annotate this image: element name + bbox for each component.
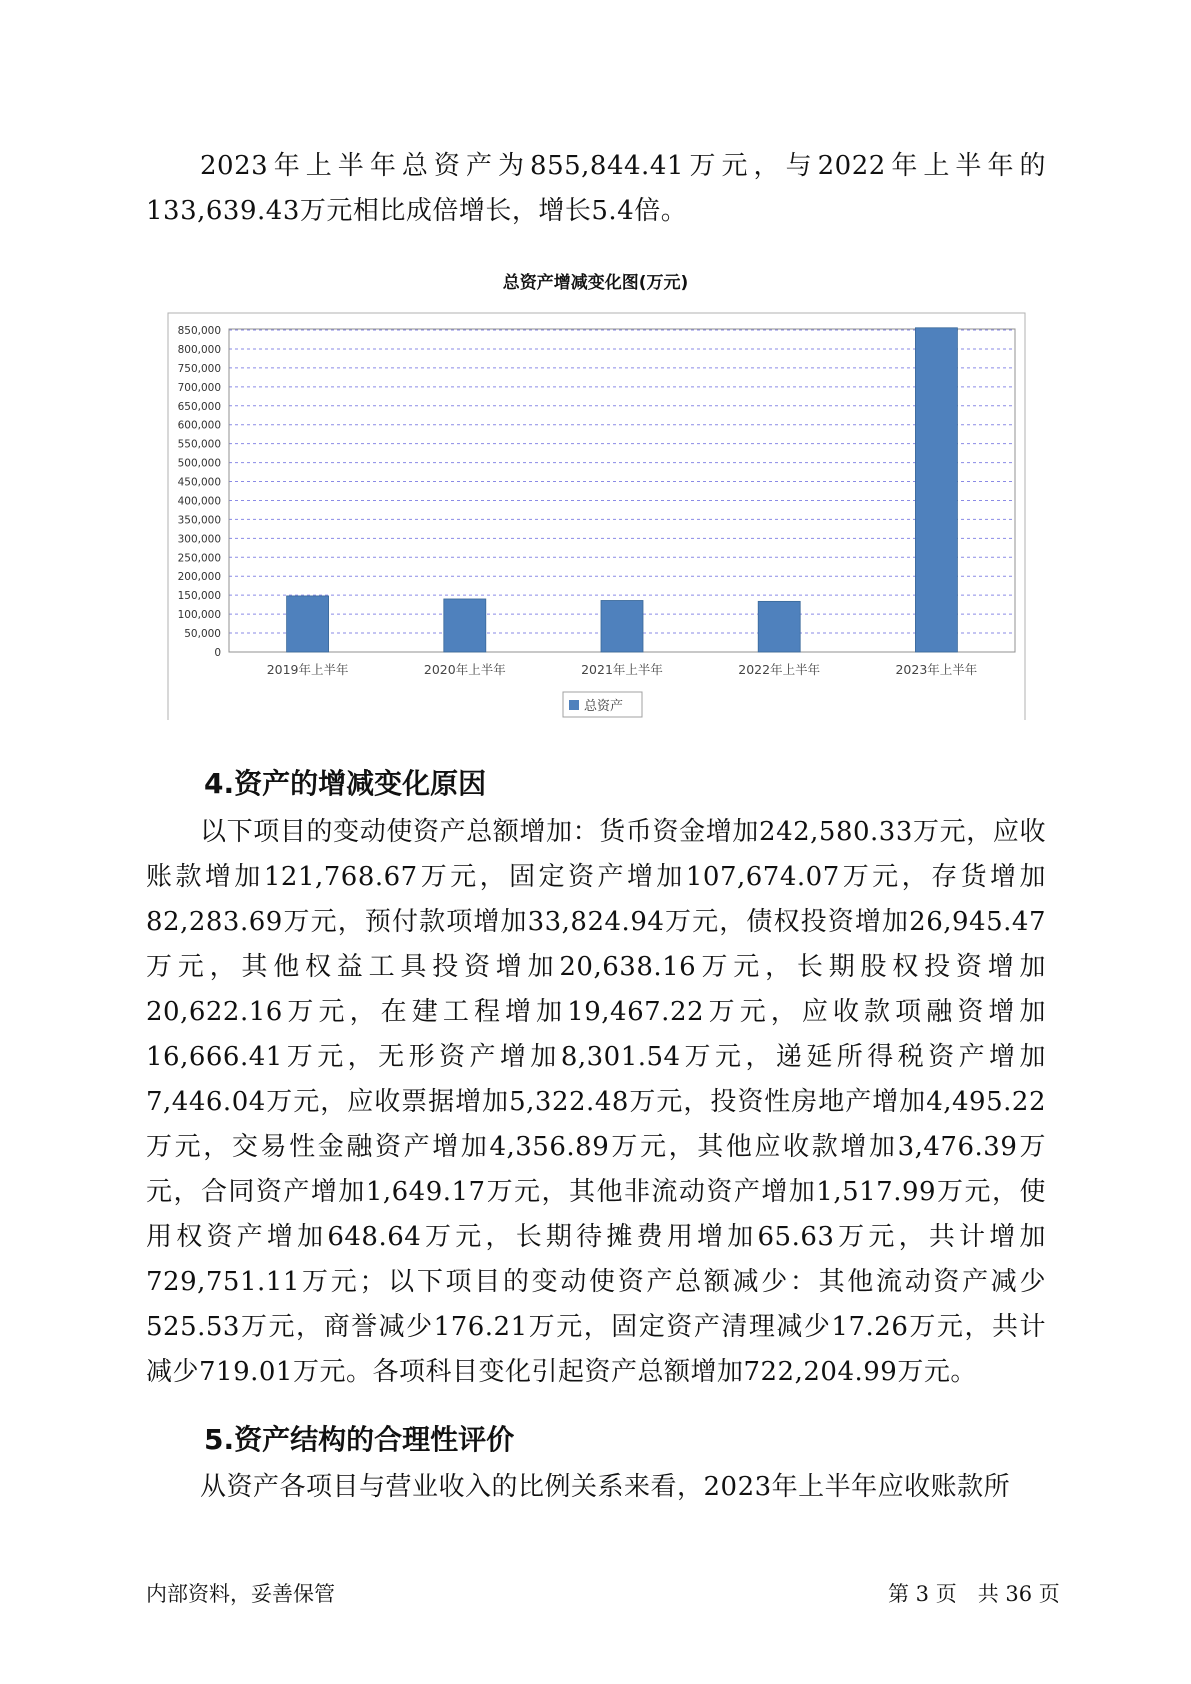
chart-title: 总资产增减变化图(万元)	[502, 273, 689, 293]
bar-4	[915, 328, 957, 652]
y-tick-label: 800,000	[177, 343, 221, 356]
bar-3	[758, 601, 800, 652]
footer-page-number: 第 3 页 共 36 页	[888, 1582, 1060, 1606]
x-tick-label: 2021年上半年	[581, 662, 663, 677]
footer-confidential-note: 内部资料，妥善保管	[146, 1582, 335, 1606]
y-tick-label: 400,000	[177, 495, 221, 508]
bar-1	[444, 599, 486, 652]
y-tick-label: 850,000	[177, 325, 221, 337]
y-tick-label: 550,000	[177, 438, 221, 451]
y-tick-label: 250,000	[177, 552, 221, 565]
y-tick-label: 200,000	[177, 571, 221, 584]
y-tick-label: 150,000	[177, 590, 221, 603]
bar-0	[287, 596, 329, 652]
legend-label: 总资产	[584, 699, 624, 714]
section-4-paragraph: 以下项目的变动使资产总额增加：货币资金增加242,580.33万元，应收账款增加121,768.67万元，固定资产增加107,674.07万元，存货增加82,283.69万元，预付款项增加33,824.94万元，债权投资增加26,945.47万元，其他权益工具投资增加20,638.16万元，长期股权投资增加20,622.16万元，在建工程增加19,467.22万元，应收款项融资增加16,666.41万元，无形资产增加8,301.54万元，递延所得税资产增加7,446.04万元，应收票据增加5,322.48万元，投资性房地产增加4,495.22万元，交易性金融资产增加4,356.89万元，其他应收款增加3,476.39万元，合同资产增加1,649.17万元，其他非流动资产增加1,517.99万元，使用权资产增加648.64万元，长期待摊费用增加65.63万元，共计增加729,751.11万元；以下项目的变动使资产总额减少：其他流动资产减少525.53万元，商誉减少176.21万元，固定资产清理减少17.26万元，共计减少719.01万元。各项科目变化引起资产总额增加722,204.99万元。	[146, 817, 1046, 1387]
total-assets-bar-chart	[0, 0, 1191, 720]
y-tick-label: 600,000	[177, 419, 221, 432]
legend-swatch	[569, 700, 579, 710]
y-tick-label: 700,000	[177, 381, 221, 394]
y-tick-label: 300,000	[177, 533, 221, 546]
y-tick-label: 450,000	[177, 476, 221, 489]
y-tick-label: 50,000	[184, 628, 221, 641]
x-tick-label: 2022年上半年	[738, 662, 821, 677]
chart-frame	[168, 313, 1025, 720]
y-tick-label: 100,000	[177, 609, 221, 622]
y-tick-label: 500,000	[177, 457, 221, 470]
y-tick-label: 750,000	[177, 362, 221, 375]
section-5-paragraph: 从资产各项目与营业收入的比例关系来看，2023年上半年应收账款所	[200, 1472, 1011, 1502]
y-tick-label: 0	[214, 647, 221, 659]
section-5-heading: 5.资产结构的合理性评价	[204, 1423, 515, 1456]
x-tick-label: 2020年上半年	[423, 662, 506, 677]
y-tick-label: 650,000	[177, 400, 221, 413]
intro-paragraph: 2023年上半年总资产为855,844.41万元，与2022年上半年的133,639.43万元相比成倍增长，增长5.4倍。	[146, 151, 1046, 226]
x-tick-label: 2019年上半年	[266, 662, 349, 677]
y-tick-label: 350,000	[177, 514, 221, 527]
section-4-heading: 4.资产的增减变化原因	[204, 767, 487, 800]
bar-2	[601, 600, 643, 652]
x-tick-label: 2023年上半年	[895, 662, 978, 677]
